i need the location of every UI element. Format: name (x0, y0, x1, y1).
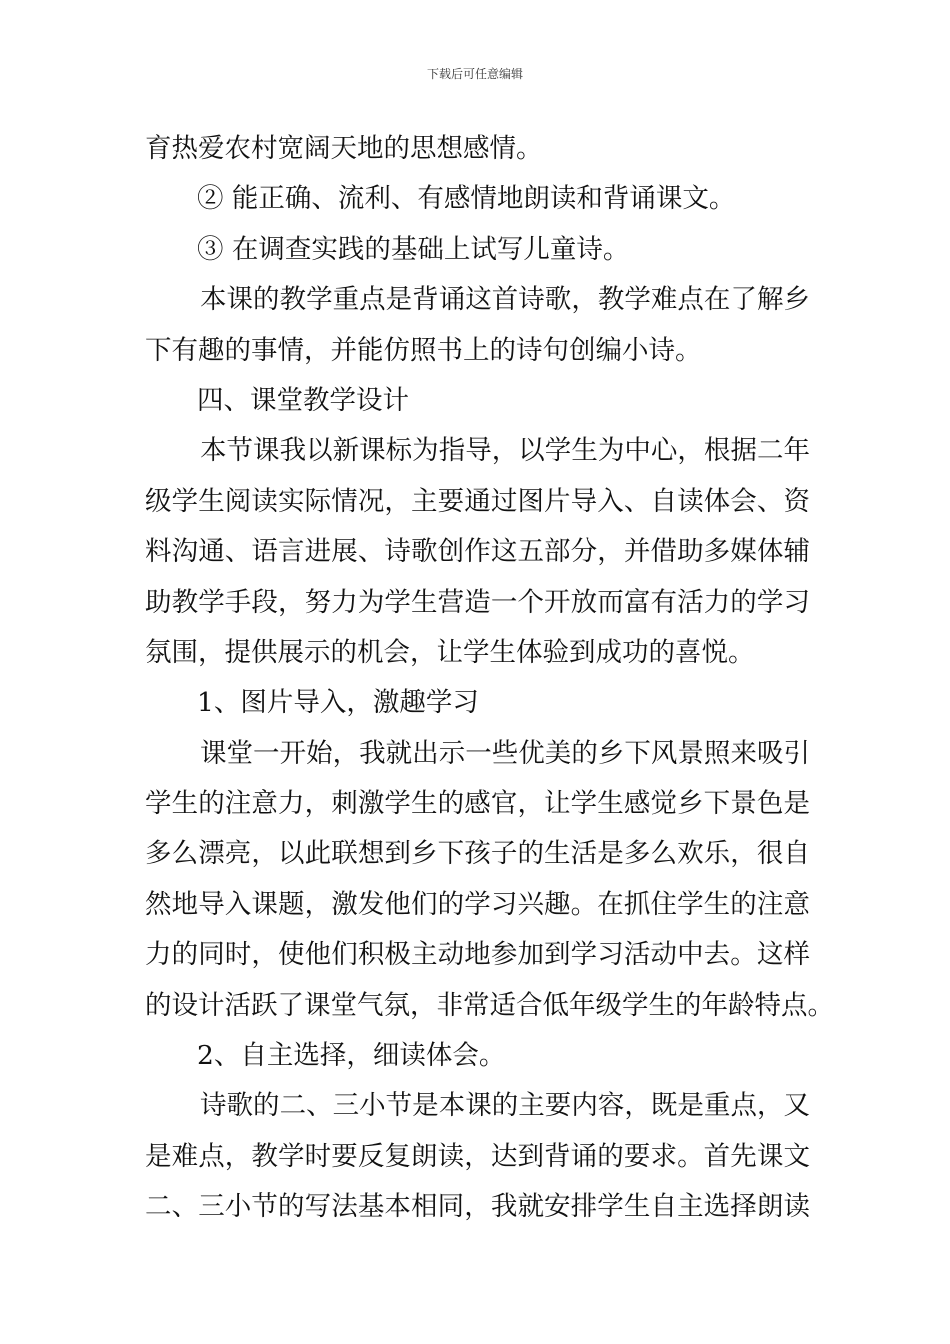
text-line: 学生的注意力，刺激学生的感官，让学生感觉乡下景色是 (145, 788, 810, 820)
text-line: 下有趣的事情，并能仿照书上的诗句创编小诗。 (145, 334, 702, 366)
text-line: 本课的教学重点是背诵这首诗歌，教学难点在了解乡 (200, 284, 810, 316)
text-line: 氛围，提供展示的机会，让学生体验到成功的喜悦。 (145, 636, 755, 668)
text-line: 育热爱农村宽阔天地的思想感情。 (145, 133, 543, 164)
text-line: 助教学手段，努力为学生营造一个开放而富有活力的学习 (145, 586, 810, 618)
subsection-heading: 1、图片导入，激趣学习 (197, 687, 479, 719)
text-line: 诗歌的二、三小节是本课的主要内容，既是重点，又 (200, 1090, 810, 1122)
text-line: 力的同时，使他们积极主动地参加到学习活动中去。这样 (145, 939, 810, 971)
text-line: 的设计活跃了课堂气氛，非常适合低年级学生的年龄特点。 (145, 989, 834, 1021)
text-line: 料沟通、语言进展、诗歌创作这五部分，并借助多媒体辅 (145, 536, 810, 568)
text-line: 本节课我以新课标为指导，以学生为中心，根据二年 (200, 435, 810, 467)
text-line: 是难点，教学时要反复朗读，达到背诵的要求。首先课文 (145, 1140, 810, 1172)
subsection-heading: 2、自主选择，细读体会。 (197, 1040, 506, 1072)
page-header-note: 下载后可任意编辑 (426, 67, 523, 81)
text-line: 多么漂亮，以此联想到乡下孩子的生活是多么欢乐，很自 (145, 838, 810, 870)
text-line: 课堂一开始，我就出示一些优美的乡下风景照来吸引 (200, 737, 810, 769)
text-line: 然地导入课题，激发他们的学习兴趣。在抓住学生的注意 (145, 888, 810, 920)
text-line: 二、三小节的写法基本相同，我就安排学生自主选择朗读 (145, 1191, 810, 1223)
text-line: 级学生阅读实际情况，主要通过图片导入、自读体会、资 (145, 485, 810, 517)
text-line: ③ 在调查实践的基础上试写儿童诗。 (197, 233, 630, 265)
document-body (145, 124, 834, 1233)
text-line: ② 能正确、流利、有感情地朗读和背诵课文。 (197, 183, 736, 215)
section-heading: 四、课堂教学设计 (197, 384, 409, 416)
